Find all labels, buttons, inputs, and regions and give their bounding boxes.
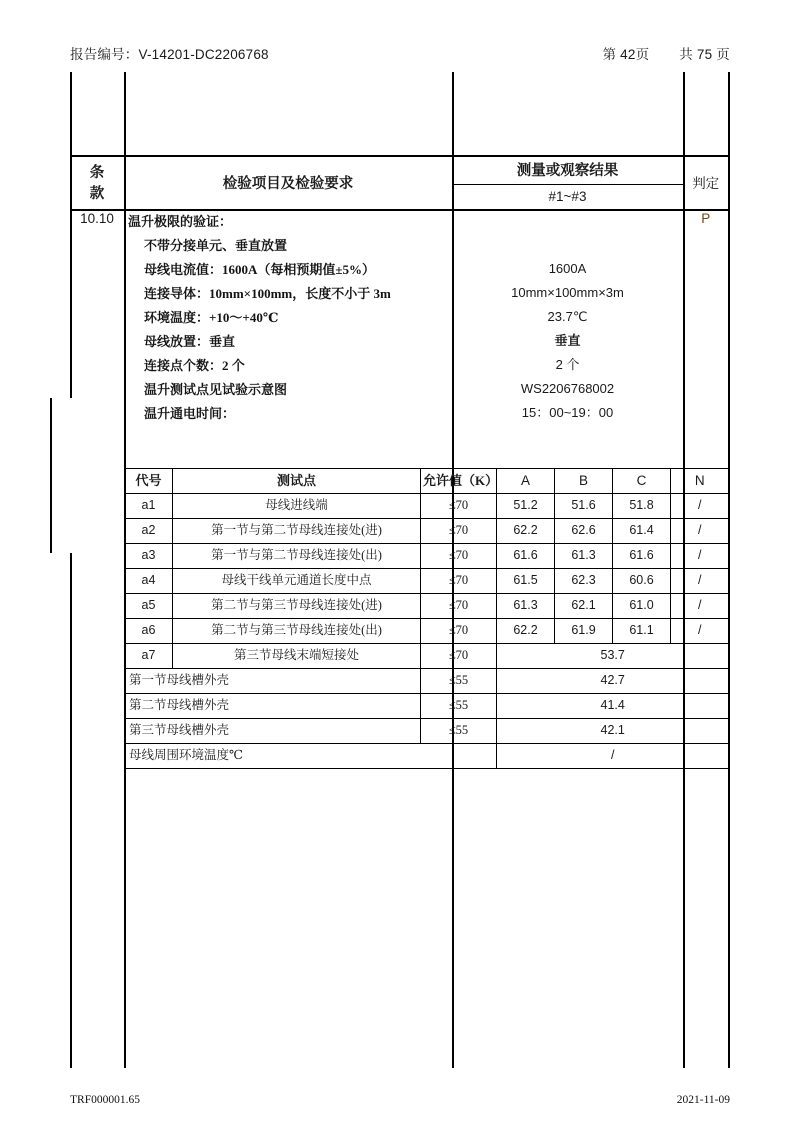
cell-neutral: / <box>671 519 729 544</box>
col-header-limit: 允许值（K） <box>421 469 497 494</box>
cell-phase-a: 62.2 <box>497 619 555 644</box>
cell-phase-c: 51.8 <box>613 494 671 519</box>
cell-point: 第三节母线槽外壳 <box>125 719 421 744</box>
requirement-line: 温升极限的验证： <box>128 214 233 229</box>
cell-phase-b: 61.3 <box>555 544 613 569</box>
table-row <box>125 744 729 769</box>
cell-point: 第二节与第三节母线连接处(进) <box>173 594 421 619</box>
requirement-text-block <box>124 209 452 426</box>
temperature-rise-measurement-table <box>124 468 728 769</box>
footer-date: 2021-11-09 <box>676 1094 730 1106</box>
cell-code: a7 <box>125 644 173 669</box>
result-line: 1600A <box>548 261 587 276</box>
cell-code: a1 <box>125 494 173 519</box>
cell-phase-c: 61.0 <box>613 594 671 619</box>
cell-limit: ≤55 <box>421 694 497 719</box>
cell-neutral: / <box>671 619 729 644</box>
page-header <box>70 42 730 64</box>
page-current: 第 42页 <box>602 47 650 62</box>
requirement-line: 母线放置：垂直 <box>144 334 236 349</box>
revision-change-bar <box>50 398 52 553</box>
table-row <box>125 519 729 544</box>
cell-limit: ≤70 <box>421 619 497 644</box>
cell-neutral: / <box>671 494 729 519</box>
result-line <box>452 209 683 233</box>
requirement-line: 温升通电时间： <box>144 406 236 421</box>
col-header-neutral: N <box>671 469 729 494</box>
cell-code: a5 <box>125 594 173 619</box>
col-header-point: 测试点 <box>173 469 421 494</box>
requirement-line: 环境温度：+10～+40℃ <box>144 310 279 325</box>
clause-number: 10.10 <box>80 211 114 226</box>
header-cell-item: 检验项目及检验要求 <box>222 175 354 192</box>
cell-code: a3 <box>125 544 173 569</box>
result-line: 23.7℃ <box>547 309 588 324</box>
col-header-phase-a: A <box>497 469 555 494</box>
cell-phase-c: 61.4 <box>613 519 671 544</box>
cell-phase-a: 61.5 <box>497 569 555 594</box>
cell-code: a6 <box>125 619 173 644</box>
cell-phase-b: 62.6 <box>555 519 613 544</box>
cell-neutral: / <box>671 594 729 619</box>
cell-point: 第二节与第三节母线连接处(出) <box>173 619 421 644</box>
table-row <box>125 669 729 694</box>
rule-gap <box>70 398 73 553</box>
header-cell-clause: 条 款 <box>89 165 111 202</box>
cell-measured-value: 42.7 <box>497 669 729 694</box>
header-cell-sample-range: #1~#3 <box>548 189 587 204</box>
page-footer <box>70 1090 730 1110</box>
cell-point: 母线进线端 <box>173 494 421 519</box>
col-header-phase-b: B <box>555 469 613 494</box>
cell-code: a4 <box>125 569 173 594</box>
cell-limit: ≤70 <box>421 569 497 594</box>
result-line: 15：00~19：00 <box>521 405 614 420</box>
cell-limit: ≤55 <box>421 669 497 694</box>
cell-phase-a: 62.2 <box>497 519 555 544</box>
cell-point: 第一节与第二节母线连接处(进) <box>173 519 421 544</box>
cell-point: 第二节母线槽外壳 <box>125 694 421 719</box>
cell-phase-b: 51.6 <box>555 494 613 519</box>
cell-measured-value: 42.1 <box>497 719 729 744</box>
verdict-value: P <box>701 211 711 226</box>
table-header-row <box>70 155 730 209</box>
table-row <box>125 544 729 569</box>
result-line: 垂直 <box>554 333 581 348</box>
cell-phase-a: 51.2 <box>497 494 555 519</box>
cell-limit: ≤70 <box>421 594 497 619</box>
measurement-header-row <box>125 469 729 494</box>
table-row <box>125 644 729 669</box>
cell-ambient-value: / <box>497 744 729 769</box>
table-row <box>125 619 729 644</box>
report-table <box>70 72 730 1068</box>
cell-limit: ≤55 <box>421 719 497 744</box>
cell-ambient-label: 母线周围环境温度℃ <box>125 744 497 769</box>
cell-measured-value: 41.4 <box>497 694 729 719</box>
header-cell-verdict: 判定 <box>692 176 720 191</box>
result-line: 10mm×100mm×3m <box>511 285 624 300</box>
trf-code: TRF000001.65 <box>70 1094 140 1106</box>
cell-neutral: / <box>671 569 729 594</box>
cell-phase-a: 61.6 <box>497 544 555 569</box>
result-line: WS2206768002 <box>520 381 615 396</box>
cell-point: 第一节母线槽外壳 <box>125 669 421 694</box>
cell-phase-b: 61.9 <box>555 619 613 644</box>
header-cell-result: 测量或观察结果 <box>516 163 619 179</box>
report-number: 报告编号：V-14201-DC2206768 <box>70 47 269 62</box>
cell-limit: ≤70 <box>421 544 497 569</box>
cell-phase-b: 62.3 <box>555 569 613 594</box>
table-row <box>125 594 729 619</box>
result-line: 2 个 <box>555 357 580 372</box>
requirement-line: 不带分接单元、垂直放置 <box>144 238 288 253</box>
cell-phase-a: 61.3 <box>497 594 555 619</box>
table-row <box>125 494 729 519</box>
table-row <box>125 569 729 594</box>
cell-phase-c: 61.1 <box>613 619 671 644</box>
cell-point: 第三节母线末端短接处 <box>173 644 421 669</box>
cell-limit: ≤70 <box>421 494 497 519</box>
page-numbering <box>603 43 731 63</box>
cell-neutral: / <box>671 544 729 569</box>
requirement-line: 连接点个数：2 个 <box>144 358 245 373</box>
table-row <box>125 719 729 744</box>
cell-phase-b: 62.1 <box>555 594 613 619</box>
cell-code: a2 <box>125 519 173 544</box>
cell-point: 母线干线单元通道长度中点 <box>173 569 421 594</box>
col-header-code: 代号 <box>125 469 173 494</box>
cell-limit: ≤70 <box>421 519 497 544</box>
cell-limit: ≤70 <box>421 644 497 669</box>
cell-point: 第一节与第二节母线连接处(出) <box>173 544 421 569</box>
result-line <box>452 233 683 257</box>
cell-phase-c: 61.6 <box>613 544 671 569</box>
requirement-line: 母线电流值：1600A（每相预期值±5%） <box>144 262 376 277</box>
cell-measured-value: 53.7 <box>497 644 729 669</box>
page-total: 共 75 页 <box>679 47 730 62</box>
requirement-line: 温升测试点见试验示意图 <box>144 382 288 397</box>
requirement-line: 连接导体：10mm×100mm，长度不小于 3m <box>144 286 391 301</box>
col-header-phase-c: C <box>613 469 671 494</box>
result-value-block <box>452 209 683 425</box>
table-row <box>125 694 729 719</box>
cell-phase-c: 60.6 <box>613 569 671 594</box>
